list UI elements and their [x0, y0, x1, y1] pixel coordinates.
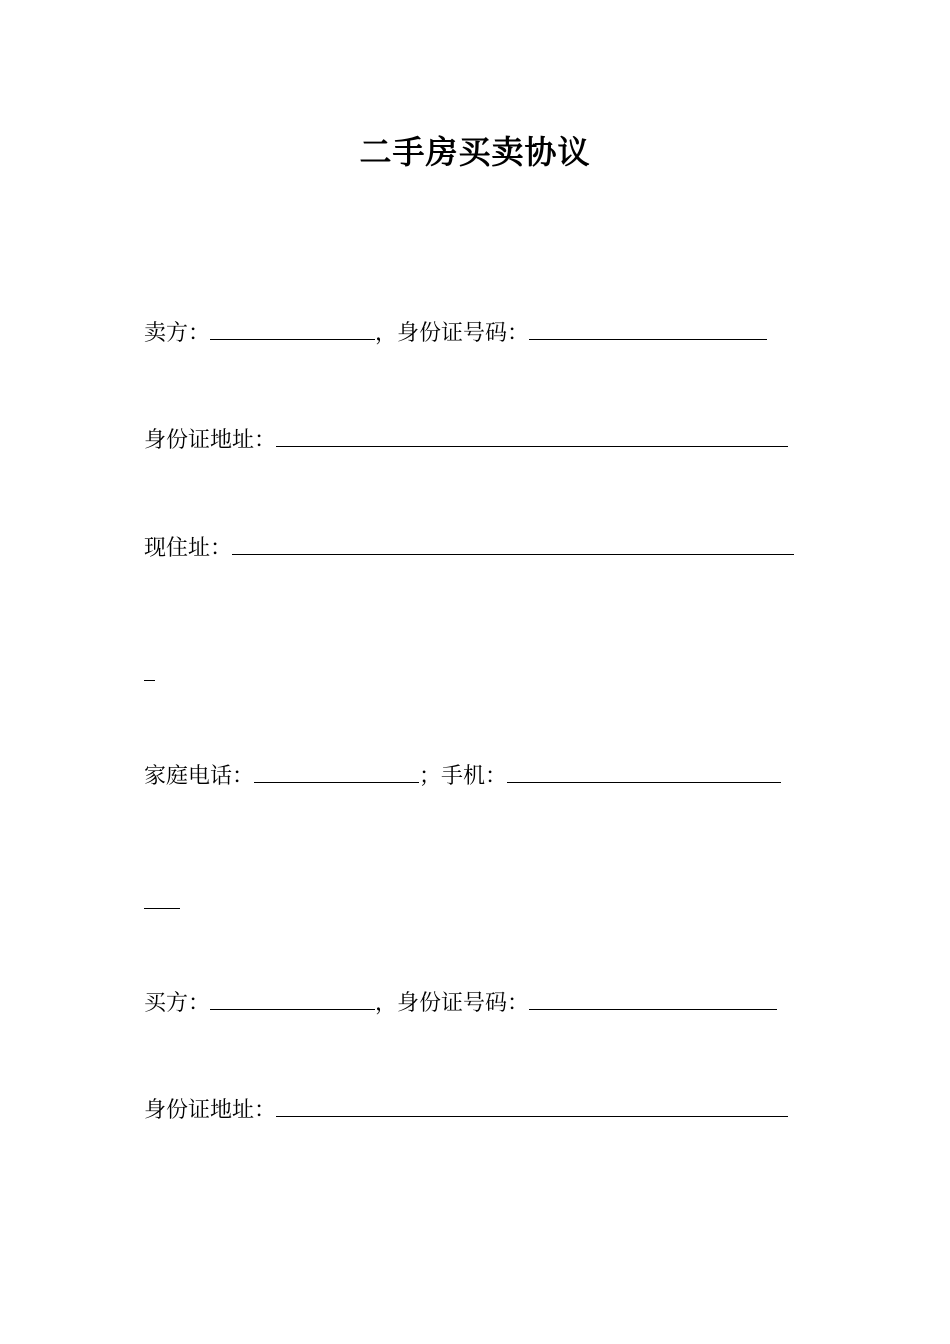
seller-mobile-label: ；手机： [419, 764, 508, 789]
seller-name-line [144, 317, 767, 349]
seller-id-number-label: ，身份证号码： [375, 321, 530, 346]
seller-id-address-blank[interactable] [276, 424, 788, 447]
seller-mobile-blank[interactable] [507, 760, 781, 783]
buyer-name-blank[interactable] [210, 987, 375, 1010]
seller-id-number-blank[interactable] [529, 317, 767, 340]
seller-mobile-blank-continued[interactable] [144, 886, 180, 909]
seller-id-address-label: 身份证地址： [144, 428, 277, 453]
seller-current-address-continuation [144, 658, 155, 690]
buyer-id-number-blank[interactable] [529, 987, 777, 1010]
seller-id-address-line [144, 424, 788, 456]
seller-name-blank[interactable] [210, 317, 375, 340]
buyer-id-address-label: 身份证地址： [144, 1098, 277, 1123]
seller-home-phone-label: 家庭电话： [144, 764, 255, 789]
buyer-name-label: 买方： [144, 991, 211, 1016]
buyer-id-address-line [144, 1094, 788, 1126]
seller-current-address-blank-continued[interactable] [144, 658, 155, 681]
buyer-name-line [144, 987, 777, 1019]
buyer-id-number-label: ，身份证号码： [375, 991, 530, 1016]
seller-home-phone-blank[interactable] [254, 760, 419, 783]
seller-name-label: 卖方： [144, 321, 211, 346]
buyer-id-address-blank[interactable] [276, 1094, 788, 1117]
seller-current-address-blank[interactable] [232, 532, 794, 555]
document-title: 二手房买卖协议 [359, 133, 591, 171]
seller-current-address-line [144, 532, 794, 564]
seller-mobile-continuation [144, 886, 180, 918]
seller-current-address-label: 现住址： [144, 536, 233, 561]
seller-phone-line [144, 760, 781, 792]
